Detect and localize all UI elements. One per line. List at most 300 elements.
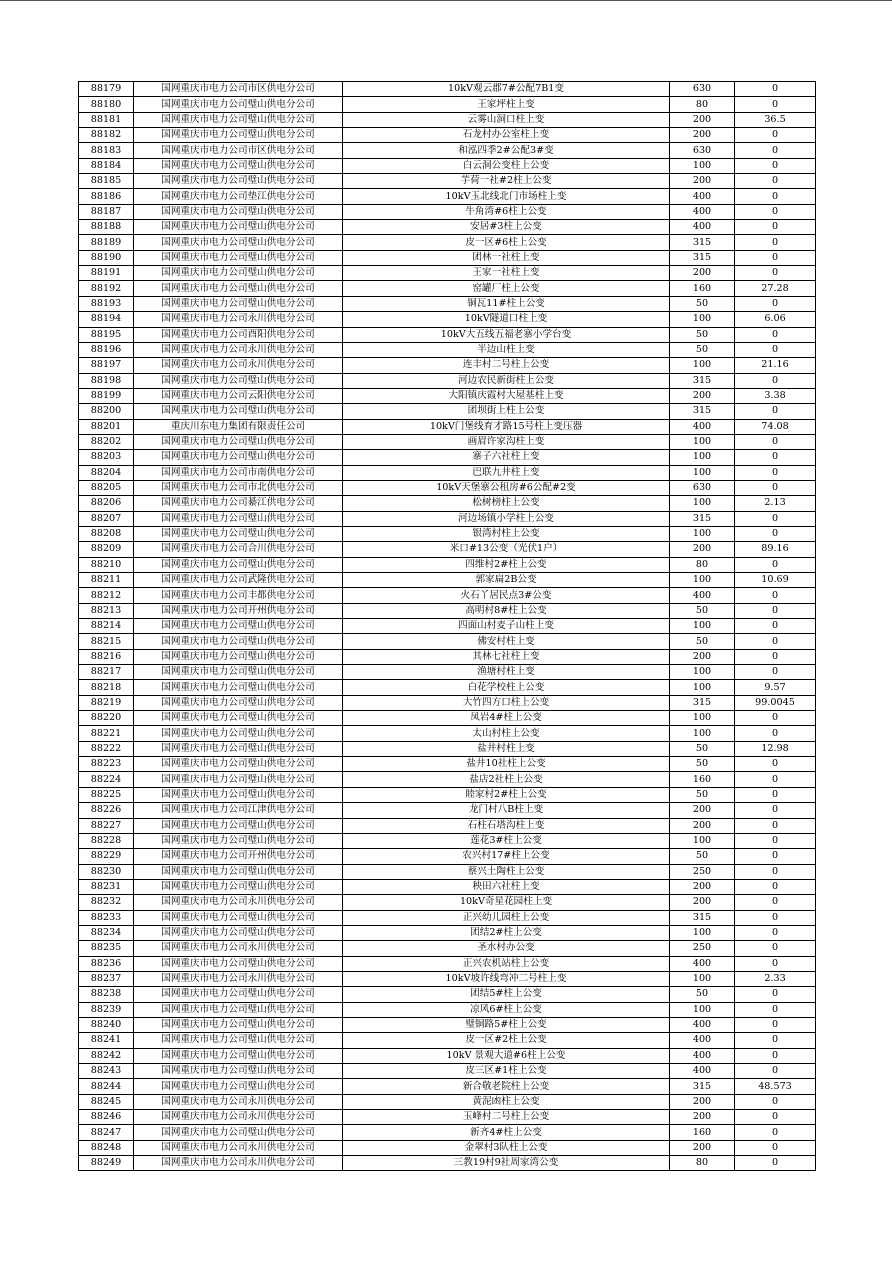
company-cell: 国网重庆市电力公司璧山供电分公司: [134, 1033, 343, 1048]
record-id-cell: 88213: [79, 603, 134, 618]
transformer-name-cell: 盐店2社柱上公变: [343, 772, 670, 787]
company-cell: 国网重庆市电力公司璧山供电分公司: [134, 235, 343, 250]
record-id-cell: 88197: [79, 358, 134, 373]
capacity-cell: 100: [670, 158, 735, 173]
capacity-cell: 100: [670, 450, 735, 465]
capacity-cell: 400: [670, 220, 735, 235]
table-row: [79, 864, 816, 879]
value-cell: 0: [735, 250, 816, 265]
record-id-cell: 88182: [79, 128, 134, 143]
record-id-cell: 88248: [79, 1140, 134, 1155]
table-row: [79, 220, 816, 235]
value-cell: 0: [735, 189, 816, 204]
record-id-cell: 88200: [79, 404, 134, 419]
capacity-cell: 630: [670, 82, 735, 97]
value-cell: 0: [735, 450, 816, 465]
transformer-name-cell: 正兴幼儿园柱上公变: [343, 910, 670, 925]
company-cell: 国网重庆市电力公司璧山供电分公司: [134, 695, 343, 710]
capacity-cell: 400: [670, 204, 735, 219]
table-row: [79, 434, 816, 449]
transformer-name-cell: 芋荷一社#2柱上公变: [343, 174, 670, 189]
record-id-cell: 88198: [79, 373, 134, 388]
transformer-name-cell: 王家一社柱上变: [343, 266, 670, 281]
value-cell: 74.08: [735, 419, 816, 434]
company-cell: 国网重庆市电力公司璧山供电分公司: [134, 373, 343, 388]
company-cell: 国网重庆市电力公司璧山供电分公司: [134, 250, 343, 265]
record-id-cell: 88202: [79, 434, 134, 449]
capacity-cell: 100: [670, 619, 735, 634]
capacity-cell: 200: [670, 388, 735, 403]
page-top-rule: [0, 0, 892, 1]
value-cell: 0: [735, 97, 816, 112]
capacity-cell: 100: [670, 665, 735, 680]
table-row: [79, 895, 816, 910]
capacity-cell: 50: [670, 787, 735, 802]
transformer-name-cell: 皮一区#2柱上公变: [343, 1033, 670, 1048]
transformer-name-cell: 黄泥凼柱上公变: [343, 1094, 670, 1109]
transformer-name-cell: 米口#13公变（光伏1户）: [343, 542, 670, 557]
table-row: [79, 480, 816, 495]
transformer-name-cell: 睦家村2#柱上公变: [343, 787, 670, 802]
table-row: [79, 588, 816, 603]
company-cell: 国网重庆市电力公司璧山供电分公司: [134, 1017, 343, 1032]
transformer-name-cell: 皮三区#1柱上公变: [343, 1064, 670, 1079]
company-cell: 国网重庆市电力公司璧山供电分公司: [134, 910, 343, 925]
transformer-name-cell: 团林一社柱上变: [343, 250, 670, 265]
transformer-name-cell: 农兴村17#柱上公变: [343, 849, 670, 864]
table-row: [79, 358, 816, 373]
record-id-cell: 88215: [79, 634, 134, 649]
value-cell: 0: [735, 649, 816, 664]
record-id-cell: 88239: [79, 1002, 134, 1017]
company-cell: 国网重庆市电力公司璧山供电分公司: [134, 619, 343, 634]
record-id-cell: 88199: [79, 388, 134, 403]
record-id-cell: 88203: [79, 450, 134, 465]
capacity-cell: 315: [670, 695, 735, 710]
capacity-cell: 250: [670, 941, 735, 956]
table-row: [79, 1110, 816, 1125]
record-id-cell: 88191: [79, 266, 134, 281]
capacity-cell: 160: [670, 1125, 735, 1140]
capacity-cell: 50: [670, 741, 735, 756]
value-cell: 0: [735, 1094, 816, 1109]
table-row: [79, 419, 816, 434]
transformer-name-cell: 河边场镇小学柱上公变: [343, 511, 670, 526]
value-cell: 0: [735, 82, 816, 97]
transformer-name-cell: 璧铜路5#柱上公变: [343, 1017, 670, 1032]
table-row: [79, 266, 816, 281]
transformer-name-cell: 四面山村麦子山柱上变: [343, 619, 670, 634]
company-cell: 国网重庆市电力公司璧山供电分公司: [134, 649, 343, 664]
value-cell: 2.13: [735, 496, 816, 511]
record-id-cell: 88226: [79, 803, 134, 818]
table-row: [79, 818, 816, 833]
capacity-cell: 80: [670, 97, 735, 112]
company-cell: 国网重庆市电力公司璧山供电分公司: [134, 266, 343, 281]
record-id-cell: 88247: [79, 1125, 134, 1140]
record-id-cell: 88206: [79, 496, 134, 511]
capacity-cell: 400: [670, 189, 735, 204]
record-id-cell: 88185: [79, 174, 134, 189]
company-cell: 国网重庆市电力公司璧山供电分公司: [134, 665, 343, 680]
transformer-name-cell: 正兴农机站柱上公变: [343, 956, 670, 971]
record-id-cell: 88237: [79, 971, 134, 986]
capacity-cell: 200: [670, 542, 735, 557]
record-id-cell: 88223: [79, 757, 134, 772]
company-cell: 国网重庆市电力公司璧山供电分公司: [134, 726, 343, 741]
company-cell: 国网重庆市电力公司璧山供电分公司: [134, 526, 343, 541]
company-cell: 国网重庆市电力公司璧山供电分公司: [134, 956, 343, 971]
capacity-cell: 50: [670, 342, 735, 357]
record-id-cell: 88232: [79, 895, 134, 910]
value-cell: 0: [735, 465, 816, 480]
table-body: [79, 82, 816, 1171]
value-cell: 0: [735, 342, 816, 357]
transformer-name-cell: 安居#3柱上公变: [343, 220, 670, 235]
value-cell: 0: [735, 511, 816, 526]
transformer-name-cell: 窑罐厂柱上公变: [343, 281, 670, 296]
record-id-cell: 88220: [79, 711, 134, 726]
value-cell: 0: [735, 833, 816, 848]
capacity-cell: 400: [670, 1033, 735, 1048]
value-cell: 0: [735, 373, 816, 388]
record-id-cell: 88246: [79, 1110, 134, 1125]
table-row: [79, 1017, 816, 1032]
table-row: [79, 112, 816, 127]
table-row: [79, 511, 816, 526]
transformer-name-cell: 10kV隧道口柱上变: [343, 312, 670, 327]
value-cell: 10.69: [735, 573, 816, 588]
capacity-cell: 200: [670, 1110, 735, 1125]
company-cell: 国网重庆市电力公司永川供电分公司: [134, 895, 343, 910]
company-cell: 国网重庆市电力公司璧山供电分公司: [134, 987, 343, 1002]
value-cell: 0: [735, 925, 816, 940]
transformer-name-cell: 凉风6#柱上公变: [343, 1002, 670, 1017]
record-id-cell: 88228: [79, 833, 134, 848]
capacity-cell: 630: [670, 480, 735, 495]
value-cell: 0: [735, 434, 816, 449]
table-row: [79, 174, 816, 189]
record-id-cell: 88241: [79, 1033, 134, 1048]
capacity-cell: 100: [670, 573, 735, 588]
capacity-cell: 100: [670, 526, 735, 541]
table-row: [79, 373, 816, 388]
table-row: [79, 1079, 816, 1094]
capacity-cell: 100: [670, 358, 735, 373]
record-id-cell: 88240: [79, 1017, 134, 1032]
value-cell: 0: [735, 327, 816, 342]
transformer-name-cell: 三教19村9社周家湾公变: [343, 1156, 670, 1171]
table-row: [79, 665, 816, 680]
capacity-cell: 200: [670, 266, 735, 281]
record-id-cell: 88224: [79, 772, 134, 787]
transformer-name-cell: 石柱石塔沟柱上变: [343, 818, 670, 833]
capacity-cell: 200: [670, 803, 735, 818]
company-cell: 国网重庆市电力公司璧山供电分公司: [134, 1048, 343, 1063]
value-cell: 0: [735, 787, 816, 802]
capacity-cell: 200: [670, 128, 735, 143]
value-cell: 0: [735, 619, 816, 634]
company-cell: 国网重庆市电力公司市北供电分公司: [134, 480, 343, 495]
table-row: [79, 925, 816, 940]
value-cell: 3.38: [735, 388, 816, 403]
table-row: [79, 450, 816, 465]
company-cell: 国网重庆市电力公司璧山供电分公司: [134, 864, 343, 879]
value-cell: 0: [735, 1002, 816, 1017]
transformer-name-cell: 凤岩4#柱上公变: [343, 711, 670, 726]
table-row: [79, 189, 816, 204]
value-cell: 0: [735, 1110, 816, 1125]
record-id-cell: 88222: [79, 741, 134, 756]
value-cell: 0: [735, 603, 816, 618]
transformer-name-cell: 10kV观云郡7#公配7B1变: [343, 82, 670, 97]
capacity-cell: 50: [670, 757, 735, 772]
table-row: [79, 1094, 816, 1109]
table-row: [79, 649, 816, 664]
record-id-cell: 88201: [79, 419, 134, 434]
value-cell: 0: [735, 879, 816, 894]
value-cell: 0: [735, 1156, 816, 1171]
table-row: [79, 1140, 816, 1155]
record-id-cell: 88190: [79, 250, 134, 265]
transformer-name-cell: 白花学校柱上公变: [343, 680, 670, 695]
company-cell: 国网重庆市电力公司璧山供电分公司: [134, 1079, 343, 1094]
table-row: [79, 158, 816, 173]
value-cell: 99.0045: [735, 695, 816, 710]
record-id-cell: 88181: [79, 112, 134, 127]
capacity-cell: 400: [670, 419, 735, 434]
table-row: [79, 695, 816, 710]
capacity-cell: 200: [670, 112, 735, 127]
capacity-cell: 400: [670, 588, 735, 603]
capacity-cell: 315: [670, 1079, 735, 1094]
record-id-cell: 88219: [79, 695, 134, 710]
transformer-name-cell: 10kV天堡寨公租房#6公配#2变: [343, 480, 670, 495]
record-id-cell: 88230: [79, 864, 134, 879]
record-id-cell: 88225: [79, 787, 134, 802]
capacity-cell: 100: [670, 312, 735, 327]
record-id-cell: 88212: [79, 588, 134, 603]
table-row: [79, 971, 816, 986]
table-row: [79, 542, 816, 557]
record-id-cell: 88216: [79, 649, 134, 664]
record-id-cell: 88229: [79, 849, 134, 864]
capacity-cell: 200: [670, 1094, 735, 1109]
record-id-cell: 88192: [79, 281, 134, 296]
company-cell: 国网重庆市电力公司璧山供电分公司: [134, 281, 343, 296]
company-cell: 国网重庆市电力公司璧山供电分公司: [134, 404, 343, 419]
company-cell: 国网重庆市电力公司永川供电分公司: [134, 1110, 343, 1125]
company-cell: 国网重庆市电力公司璧山供电分公司: [134, 818, 343, 833]
transformer-name-cell: 连丰村二号柱上公变: [343, 358, 670, 373]
company-cell: 国网重庆市电力公司璧山供电分公司: [134, 711, 343, 726]
table-row: [79, 879, 816, 894]
capacity-cell: 315: [670, 910, 735, 925]
company-cell: 国网重庆市电力公司璧山供电分公司: [134, 1064, 343, 1079]
record-id-cell: 88204: [79, 465, 134, 480]
transformer-name-cell: 郭家扁2B公变: [343, 573, 670, 588]
company-cell: 国网重庆市电力公司璧山供电分公司: [134, 434, 343, 449]
value-cell: 0: [735, 526, 816, 541]
record-id-cell: 88214: [79, 619, 134, 634]
company-cell: 国网重庆市电力公司市区供电分公司: [134, 82, 343, 97]
table-row: [79, 557, 816, 572]
transformer-name-cell: 河边农民新街柱上公变: [343, 373, 670, 388]
value-cell: 27.28: [735, 281, 816, 296]
company-cell: 国网重庆市电力公司永川供电分公司: [134, 1140, 343, 1155]
value-cell: 0: [735, 480, 816, 495]
transformer-name-cell: 石龙村办公室柱上变: [343, 128, 670, 143]
value-cell: 0: [735, 296, 816, 311]
company-cell: 国网重庆市电力公司永川供电分公司: [134, 358, 343, 373]
company-cell: 国网重庆市电力公司璧山供电分公司: [134, 158, 343, 173]
value-cell: 0: [735, 1017, 816, 1032]
company-cell: 国网重庆市电力公司云阳供电分公司: [134, 388, 343, 403]
company-cell: 国网重庆市电力公司璧山供电分公司: [134, 757, 343, 772]
value-cell: 0: [735, 726, 816, 741]
record-id-cell: 88180: [79, 97, 134, 112]
value-cell: 0: [735, 588, 816, 603]
table-row: [79, 757, 816, 772]
transformer-name-cell: 半边山柱上变: [343, 342, 670, 357]
table-row: [79, 1125, 816, 1140]
transformer-name-cell: 松树榜柱上公变: [343, 496, 670, 511]
capacity-cell: 50: [670, 603, 735, 618]
record-id-cell: 88183: [79, 143, 134, 158]
transformer-name-cell: 蔡兴土陶柱上公变: [343, 864, 670, 879]
value-cell: 0: [735, 803, 816, 818]
company-cell: 国网重庆市电力公司綦江供电分公司: [134, 496, 343, 511]
transformer-name-cell: 画眉许家沟柱上变: [343, 434, 670, 449]
company-cell: 国网重庆市电力公司市南供电分公司: [134, 465, 343, 480]
capacity-cell: 315: [670, 511, 735, 526]
transformer-name-cell: 大阳镇庆霞村大屋基柱上变: [343, 388, 670, 403]
value-cell: 6.06: [735, 312, 816, 327]
record-id-cell: 88186: [79, 189, 134, 204]
transformer-name-cell: 太山村柱上公变: [343, 726, 670, 741]
capacity-cell: 200: [670, 895, 735, 910]
capacity-cell: 100: [670, 833, 735, 848]
transformer-name-cell: 团结2#柱上公变: [343, 925, 670, 940]
table-row: [79, 787, 816, 802]
value-cell: 12.98: [735, 741, 816, 756]
company-cell: 国网重庆市电力公司璧山供电分公司: [134, 1125, 343, 1140]
company-cell: 国网重庆市电力公司武隆供电分公司: [134, 573, 343, 588]
table-row: [79, 619, 816, 634]
record-id-cell: 88243: [79, 1064, 134, 1079]
capacity-cell: 315: [670, 404, 735, 419]
value-cell: 0: [735, 1125, 816, 1140]
transformer-name-cell: 白云洞公变柱上公变: [343, 158, 670, 173]
capacity-cell: 400: [670, 956, 735, 971]
transformer-name-cell: 和泓四季2#公配3#变: [343, 143, 670, 158]
capacity-cell: 315: [670, 235, 735, 250]
capacity-cell: 80: [670, 557, 735, 572]
capacity-cell: 50: [670, 849, 735, 864]
value-cell: 48.573: [735, 1079, 816, 1094]
capacity-cell: 80: [670, 1156, 735, 1171]
capacity-cell: 630: [670, 143, 735, 158]
company-cell: 国网重庆市电力公司璧山供电分公司: [134, 634, 343, 649]
capacity-cell: 315: [670, 250, 735, 265]
company-cell: 国网重庆市电力公司市区供电分公司: [134, 143, 343, 158]
company-cell: 国网重庆市电力公司永川供电分公司: [134, 342, 343, 357]
company-cell: 国网重庆市电力公司璧山供电分公司: [134, 772, 343, 787]
company-cell: 国网重庆市电力公司垫江供电分公司: [134, 189, 343, 204]
value-cell: 0: [735, 910, 816, 925]
transformer-name-cell: 佛安村柱上变: [343, 634, 670, 649]
capacity-cell: 100: [670, 434, 735, 449]
record-id-cell: 88227: [79, 818, 134, 833]
table-row: [79, 128, 816, 143]
transformer-name-cell: 其林七社柱上变: [343, 649, 670, 664]
table-row: [79, 1033, 816, 1048]
table-row: [79, 741, 816, 756]
company-cell: 国网重庆市电力公司璧山供电分公司: [134, 112, 343, 127]
record-id-cell: 88209: [79, 542, 134, 557]
value-cell: 0: [735, 266, 816, 281]
table-row: [79, 526, 816, 541]
value-cell: 36.5: [735, 112, 816, 127]
capacity-cell: 100: [670, 1002, 735, 1017]
record-id-cell: 88210: [79, 557, 134, 572]
capacity-cell: 100: [670, 711, 735, 726]
table-row: [79, 388, 816, 403]
table-row: [79, 941, 816, 956]
record-id-cell: 88205: [79, 480, 134, 495]
table-row: [79, 833, 816, 848]
table-row: [79, 910, 816, 925]
company-cell: 国网重庆市电力公司璧山供电分公司: [134, 925, 343, 940]
record-id-cell: 88245: [79, 1094, 134, 1109]
table-row: [79, 281, 816, 296]
table-row: [79, 496, 816, 511]
company-cell: 国网重庆市电力公司璧山供电分公司: [134, 879, 343, 894]
record-id-cell: 88231: [79, 879, 134, 894]
value-cell: 0: [735, 849, 816, 864]
company-cell: 国网重庆市电力公司璧山供电分公司: [134, 833, 343, 848]
record-id-cell: 88218: [79, 680, 134, 695]
transformer-name-cell: 渔塘村柱上变: [343, 665, 670, 680]
company-cell: 国网重庆市电力公司开州供电分公司: [134, 849, 343, 864]
value-cell: 0: [735, 987, 816, 1002]
capacity-cell: 50: [670, 987, 735, 1002]
company-cell: 国网重庆市电力公司永川供电分公司: [134, 312, 343, 327]
company-cell: 国网重庆市电力公司璧山供电分公司: [134, 450, 343, 465]
transformer-name-cell: 秧田六社柱上变: [343, 879, 670, 894]
value-cell: 0: [735, 1048, 816, 1063]
table-row: [79, 1156, 816, 1171]
transformer-name-cell: 10kV大五线五福老寨小学台变: [343, 327, 670, 342]
capacity-cell: 160: [670, 772, 735, 787]
value-cell: 0: [735, 1140, 816, 1155]
value-cell: 0: [735, 1033, 816, 1048]
company-cell: 国网重庆市电力公司酉阳供电分公司: [134, 327, 343, 342]
value-cell: 0: [735, 818, 816, 833]
capacity-cell: 200: [670, 174, 735, 189]
value-cell: 0: [735, 143, 816, 158]
company-cell: 国网重庆市电力公司璧山供电分公司: [134, 128, 343, 143]
value-cell: 0: [735, 557, 816, 572]
value-cell: 0: [735, 634, 816, 649]
value-cell: 0: [735, 864, 816, 879]
capacity-cell: 400: [670, 1064, 735, 1079]
table-row: [79, 296, 816, 311]
table-row: [79, 987, 816, 1002]
transformer-name-cell: 皮一区#6柱上公变: [343, 235, 670, 250]
capacity-cell: 400: [670, 1017, 735, 1032]
table-row: [79, 342, 816, 357]
